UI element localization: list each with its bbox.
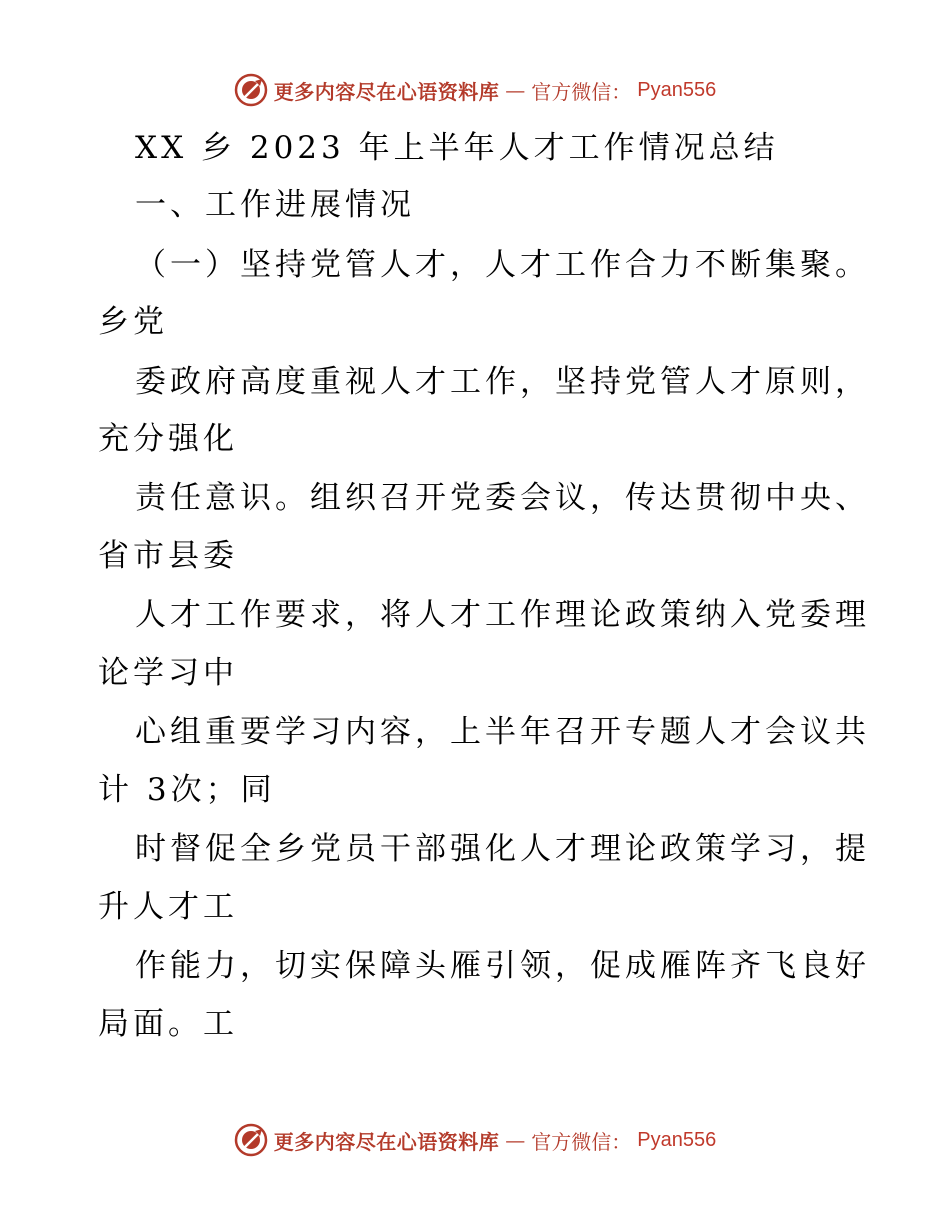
paragraph-line: 局面。工	[98, 1006, 238, 1042]
paragraph-line: 升人才工	[98, 889, 238, 925]
paragraph-line: 时督促全乡党员干部强化人才理论政策学习，提	[135, 831, 870, 867]
watermark-site-text: 更多内容尽在心语资料库	[273, 1129, 500, 1154]
paragraph-line: 计 3次；同	[98, 772, 276, 808]
stamp-logo-icon	[234, 1123, 268, 1157]
paragraph-line: 乡党	[98, 304, 168, 340]
footer-watermark	[0, 1120, 950, 1160]
paragraph-line: 责任意识。组织召开党委会议，传达贯彻中央、	[135, 480, 870, 516]
watermark-wechat-id: Pyan556	[637, 1128, 717, 1151]
watermark-wechat-label: 官方微信：	[531, 1129, 632, 1154]
watermark-wechat-id: Pyan556	[637, 78, 717, 101]
paragraph-line: 论学习中	[98, 655, 238, 691]
paragraph-line: 作能力，切实保障头雁引领，促成雁阵齐飞良好	[135, 948, 870, 984]
watermark-site-text: 更多内容尽在心语资料库	[273, 79, 500, 104]
section-heading: 一、工作进展情况	[135, 187, 415, 223]
header-watermark	[0, 70, 950, 110]
document-title: XX 乡 2023 年上半年人才工作情况总结	[135, 130, 779, 166]
watermark-wechat-label: 官方微信：	[531, 79, 632, 104]
paragraph-line: 委政府高度重视人才工作，坚持党管人才原则，	[135, 364, 870, 400]
paragraph-line: （一）坚持党管人才，人才工作合力不断集聚。	[135, 247, 870, 283]
paragraph-line: 心组重要学习内容，上半年召开专题人才会议共	[135, 714, 870, 750]
stamp-logo-icon	[234, 73, 268, 107]
paragraph-line: 充分强化	[98, 421, 238, 457]
watermark-separator: —	[505, 1128, 526, 1152]
watermark-separator: —	[505, 78, 526, 102]
paragraph-line: 省市县委	[98, 538, 238, 574]
paragraph-line: 人才工作要求，将人才工作理论政策纳入党委理	[135, 597, 870, 633]
